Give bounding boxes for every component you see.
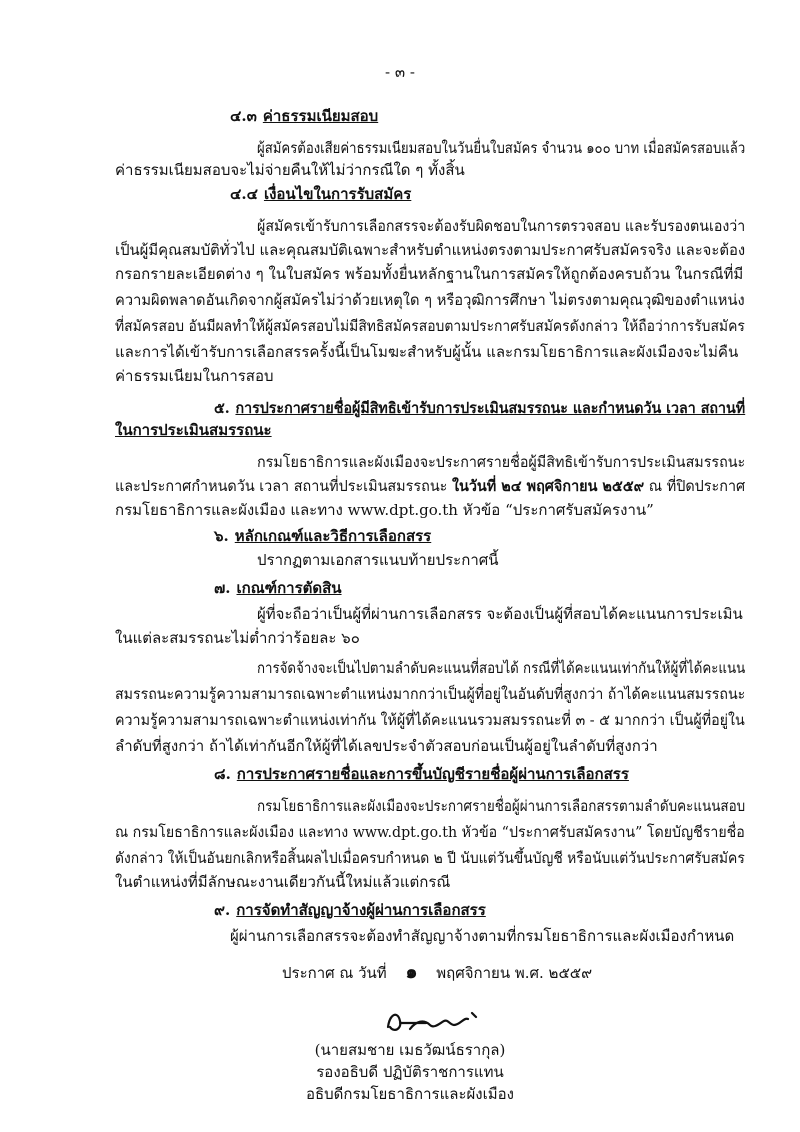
section-title-continued: ในการประเมินสมรรถนะ [115, 421, 272, 439]
section-number: ๔.๓ [230, 107, 257, 125]
paragraph-line: ผู้สมัครต้องเสียค่าธรรมเนียมสอบในวันยื่นใบสมัคร จำนวน ๑๐๐ บาท เมื่อสมัครสอบแล้ว [257, 139, 746, 157]
section-title: การประกาศรายชื่อและการขึ้นบัญชีรายชื่อผู้ผ่านการเลือกสรร [236, 765, 629, 783]
section-title: หลักเกณฑ์และวิธีการเลือกสรร [234, 527, 432, 545]
announce-day: ๑ [405, 961, 418, 983]
section-8-heading [214, 764, 629, 784]
paragraph-line: และการได้เข้ารับการเลือกสรรครั้งนี้เป็นโมฆะสำหรับผู้นั้น และกรมโยธาธิการและผังเมืองจะไม่คืน [115, 343, 739, 361]
paragraph-line: ดังกล่าว ให้เป็นอันยกเลิกหรือสิ้นผลไปเมื่อครบกำหนด ๒ ปี นับแต่วันขึ้นบัญชี หรือนับแต่วันประกาศรับสมัคร [115, 849, 745, 867]
section-title: การประกาศรายชื่อผู้มีสิทธิเข้ารับการประเมินสมรรถนะ และกำหนดวัน เวลา สถานที่ [235, 399, 746, 417]
section-4-4-heading [230, 184, 411, 204]
section-number: ๖. [214, 527, 229, 545]
section-number: ๙. [214, 901, 231, 919]
text-run: ณ ที่ปิดประกาศ [644, 477, 746, 495]
section-9-heading [214, 900, 486, 920]
section-title: เงื่อนไขในการรับสมัคร [263, 185, 412, 203]
paragraph-line: ความผิดพลาดอันเกิดจากผู้สมัครไม่ว่าด้วยเหตุใด ๆ หรือวุฒิการศึกษา ไม่ตรงตามคุณวุฒิของตำแหน่ง [115, 291, 745, 309]
paragraph-line: ผู้ที่จะถือว่าเป็นผู้ที่ผ่านการเลือกสรร จะต้องเป็นผู้ที่สอบได้คะแนนการประเมิน [257, 605, 743, 623]
signature-scribble [380, 1003, 500, 1037]
signatory-position: รองอธิบดี ปฏิบัติราชการแทน [316, 1063, 504, 1081]
section-number: ๗. [214, 579, 231, 597]
signatory-name: (นายสมชาย เมธวัฒน์ธรากุล) [314, 1041, 506, 1059]
section-6-heading [214, 526, 431, 546]
paragraph-line: ที่สมัครสอบ อันมีผลทำให้ผู้สมัครสอบไม่มีสิทธิสมัครสอบตามประกาศรับสมัครดังกล่าว ให้ถือว่าการรับสมัคร [115, 317, 745, 335]
announcement-date [282, 962, 592, 983]
announce-month-year: พฤศจิกายน พ.ศ. ๒๕๕๙ [436, 964, 593, 982]
paragraph-line: ในแต่ละสมรรถนะไม่ต่ำกว่าร้อยละ ๖๐ [115, 629, 360, 647]
paragraph-line: กรอกรายละเอียดต่าง ๆ ในใบสมัคร พร้อมทั้งยื่นหลักฐานในการสมัครให้ถูกต้องครบถ้วน ในกรณีที่มี [115, 265, 744, 283]
paragraph-line: กรมโยธาธิการและผังเมือง และทาง www.dpt.go.th หัวข้อ “ประกาศรับสมัครงาน” [115, 501, 654, 519]
paragraph-line [115, 476, 745, 496]
page-number: - ๓ - [385, 63, 415, 81]
paragraph-line: การจัดจ้างจะเป็นไปตามลำดับคะแนนที่สอบได้ กรณีที่ได้คะแนนเท่ากันให้ผู้ที่ได้คะแนน [257, 659, 746, 677]
announce-prefix: ประกาศ ณ วันที่ [282, 964, 387, 982]
paragraph-line: ค่าธรรมเนียมสอบจะไม่จ่ายคืนให้ไม่ว่ากรณีใด ๆ ทั้งสิ้น [115, 161, 465, 179]
paragraph-line: สมรรถนะความรู้ความสามารถเฉพาะตำแหน่งมากกว่าเป็นผู้ที่อยู่ในอันดับที่สูงกว่า ถ้าได้คะแนนสมรรถนะ [115, 685, 746, 703]
text-run: และประกาศกำหนดวัน เวลา สถานที่ประเมินสมรรถนะ [115, 477, 452, 495]
section-number: ๘. [214, 765, 231, 783]
section-title: การจัดทำสัญญาจ้างผู้ผ่านการเลือกสรร [236, 901, 486, 919]
section-title: ค่าธรรมเนียมสอบ [262, 107, 379, 125]
paragraph-line: ความรู้ความสามารถเฉพาะตำแหน่งเท่ากัน ให้ผู้ที่ได้คะแนนรวมสมรรถนะที่ ๓ - ๕ มากกว่า เป็นผู้ที่อยู่ใน [115, 711, 745, 729]
paragraph-line: ปรากฏตามเอกสารแนบท้ายประกาศนี้ [257, 551, 499, 569]
paragraph-line: ค่าธรรมเนียมในการสอบ [115, 367, 274, 385]
section-number: ๔.๔ [230, 185, 258, 203]
paragraph-line: เป็นผู้มีคุณสมบัติทั่วไป และคุณสมบัติเฉพาะสำหรับตำแหน่งตรงตามประกาศรับสมัครจริง และจะต้อง [115, 241, 746, 259]
signatory-position: อธิบดีกรมโยธาธิการและผังเมือง [306, 1085, 514, 1103]
section-number: ๕. [214, 399, 230, 417]
assessment-date: ในวันที่ ๒๔ พฤศจิกายน ๒๕๕๙ [451, 477, 645, 495]
paragraph-line: กรมโยธาธิการและผังเมืองจะประกาศรายชื่อผู้มีสิทธิเข้ารับการประเมินสมรรถนะ [257, 453, 746, 471]
paragraph-line: ผู้ผ่านการเลือกสรรจะต้องทำสัญญาจ้างตามที่กรมโยธาธิการและผังเมืองกำหนด [230, 927, 735, 945]
section-title: เกณฑ์การตัดสิน [236, 579, 342, 597]
paragraph-line: กรมโยธาธิการและผังเมืองจะประกาศรายชื่อผู้ผ่านการเลือกสรรตามลำดับคะแนนสอบ [257, 797, 746, 815]
section-7-heading [214, 578, 342, 598]
section-4-3-heading [230, 106, 378, 126]
paragraph-line: ในตำแหน่งที่มีลักษณะงานเดียวกันนี้ใหม่แล้วแต่กรณี [115, 873, 451, 891]
paragraph-line: ณ กรมโยธาธิการและผังเมือง และทาง www.dpt.go.th หัวข้อ “ประกาศรับสมัครงาน” โดยบัญชีรายชื่อ [115, 823, 745, 841]
section-5-heading [214, 398, 745, 418]
paragraph-line: ลำดับที่สูงกว่า ถ้าได้เท่ากันอีกให้ผู้ที่ได้เลขประจำตัวสอบก่อนเป็นผู้อยู่ในลำดับที่สูงกว่า [115, 737, 658, 755]
paragraph-line: ผู้สมัครเข้ารับการเลือกสรรจะต้องรับผิดชอบในการตรวจสอบ และรับรองตนเองว่า [257, 217, 746, 235]
